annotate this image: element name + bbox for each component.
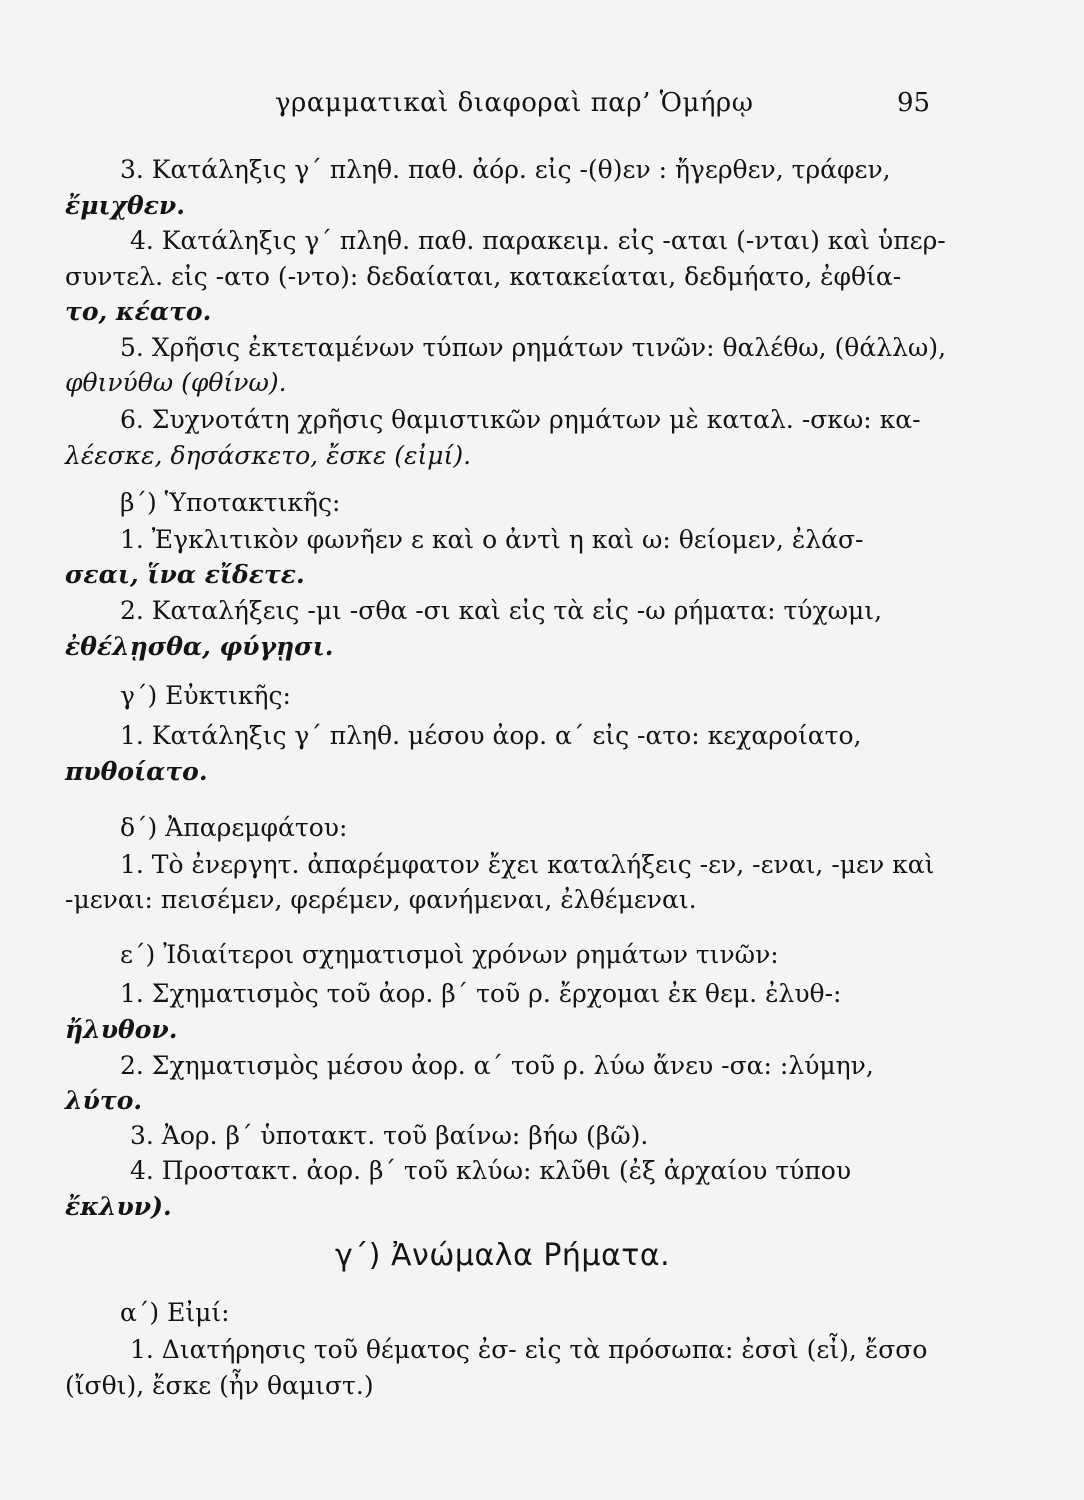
text-line: ἤλυθον.: [65, 1015, 178, 1044]
text-line: -μεναι: πεισέμεν, φερέμεν, φανήμεναι, ἐλθέμεναι.: [65, 885, 697, 914]
text-line: σεαι, ἵνα εἴδετε.: [65, 560, 305, 589]
text-line: 2. Καταλήξεις -μι -σθα -σι καὶ εἰς τὰ εἰς -ω ρήματα: τύχωμι,: [120, 596, 883, 625]
subsection-heading: ε΄) Ἰδιαίτεροι σχηματισμοὶ χρόνων ρημάτων τινῶν:: [120, 940, 779, 969]
page-number: 95: [897, 88, 931, 118]
text-line: 4. Κατάληξις γ΄ πληθ. παθ. παρακειμ. εἰς -αται (-νται) καὶ ὑπερ-: [130, 226, 946, 255]
text-line: 4. Προστακτ. ἀορ. β΄ τοῦ κλύω: κλῦθι (ἐξ ἀρχαίου τύπου: [130, 1156, 852, 1185]
subsection-heading: α΄) Εἰμί:: [120, 1298, 230, 1327]
subsection-heading: β΄) Ὑποτακτικῆς:: [120, 488, 341, 517]
text-line: 1. Διατήρησις τοῦ θέματος ἐσ- εἰς τὰ πρόσωπα: ἐσσὶ (εἶ), ἔσσο: [130, 1335, 928, 1364]
text-line: 3. Κατάληξις γ΄ πληθ. παθ. ἀόρ. εἰς -(θ)εν : ἤγερθεν, τράφεν,: [120, 155, 891, 184]
text-line: 6. Συχνοτάτη χρῆσις θαμιστικῶν ρημάτων μὲ καταλ. -σκω: κα-: [120, 405, 921, 434]
text-line: (ἴσθι), ἔσκε (ἦν θαμιστ.): [65, 1371, 374, 1400]
text-line: φθινύθω (φθίνω).: [65, 368, 287, 397]
text-line: λύτο.: [65, 1086, 143, 1115]
text-line: ἔκλυν).: [65, 1192, 172, 1221]
text-line: πυθοίατο.: [65, 757, 208, 786]
text-line: 1. Τὸ ἐνεργητ. ἀπαρέμφατον ἔχει καταλήξεις -εν, -εναι, -μεν καὶ: [120, 850, 935, 879]
text-line: συντελ. εἰς -ατο (-ντο): δεδαίαται, κατακείαται, δεδμήατο, ἐφθία-: [65, 262, 902, 291]
section-heading: γ΄) Ἀνώμαλα Ρήματα.: [335, 1238, 671, 1273]
text-line: 3. Ἀορ. β΄ ὑποτακτ. τοῦ βαίνω: βήω (βῶ).: [130, 1121, 649, 1150]
text-line: το, κέατο.: [65, 297, 212, 326]
text-line: ἔμιχθεν.: [65, 191, 185, 220]
text-line: 1. Σχηματισμὸς τοῦ ἀορ. β΄ τοῦ ρ. ἔρχομαι ἐκ θεμ. ἐλυθ-:: [120, 979, 842, 1008]
text-line: λέεσκε, δησάσκετο, ἔσκε (εἰμί).: [65, 441, 472, 470]
text-line: ἐθέλῃσθα, φύγῃσι.: [65, 632, 334, 661]
subsection-heading: δ΄) Ἀπαρεμφάτου:: [120, 813, 348, 842]
header-title: γραμματικαὶ διαφοραὶ παρ’ Ὁμήρῳ: [275, 88, 754, 118]
subsection-heading: γ΄) Εὐκτικῆς:: [120, 681, 291, 710]
running-header: [0, 88, 1084, 128]
text-line: 1. Κατάληξις γ΄ πληθ. μέσου ἀορ. α΄ εἰς -ατο: κεχαροίατο,: [120, 721, 862, 750]
text-line: 2. Σχηματισμὸς μέσου ἀορ. α΄ τοῦ ρ. λύω ἄνευ -σα: :λύμην,: [120, 1051, 874, 1080]
text-line: 5. Χρῆσις ἐκτεταμένων τύπων ρημάτων τινῶν: θαλέθω, (θάλλω),: [120, 333, 947, 362]
text-line: 1. Ἐγκλιτικὸν φωνῆεν ε καὶ ο ἀντὶ η καὶ ω: θείομεν, ἐλάσ-: [120, 525, 864, 554]
